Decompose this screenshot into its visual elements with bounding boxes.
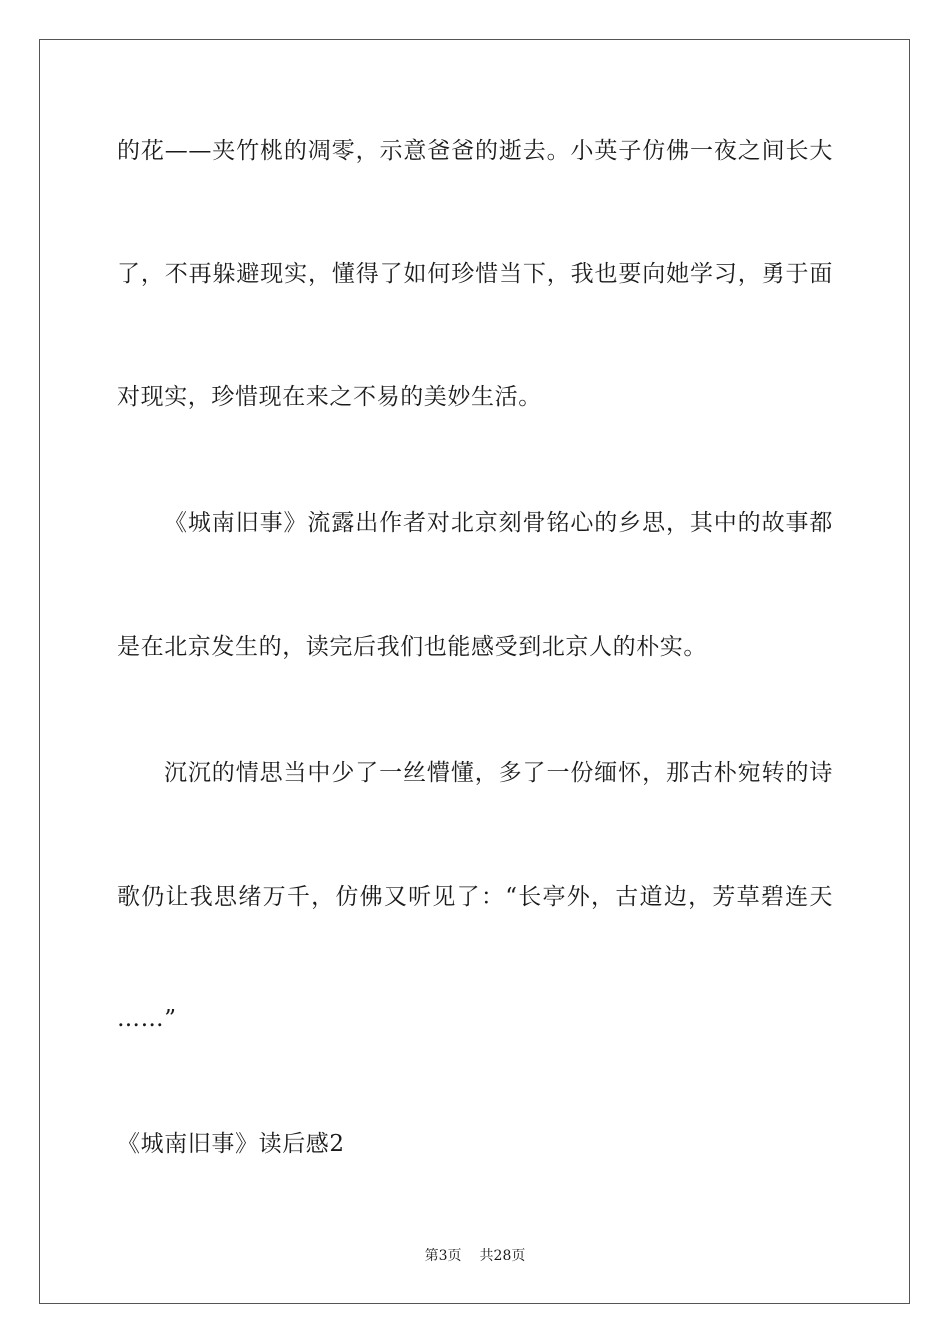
section-heading: 《城南旧事》读后感2 [117, 1131, 345, 1157]
paragraph-1-line-2: 了，不再躲避现实，懂得了如何珍惜当下，我也要向她学习，勇于面 [117, 261, 833, 287]
paragraph-3-line-3: ……” [117, 1006, 177, 1032]
paragraph-3-line-1: 沉沉的情思当中少了一丝懵懂，多了一份缅怀，那古朴宛转的诗 [164, 760, 833, 786]
paragraph-2-line-2: 是在北京发生的，读完后我们也能感受到北京人的朴实。 [117, 634, 707, 660]
paragraph-3-line-2: 歌仍让我思绪万千，仿佛又听见了：“长亭外，古道边，芳草碧连天 [117, 884, 833, 910]
paragraph-1-line-1: 的花——夹竹桃的凋零，示意爸爸的逝去。小英子仿佛一夜之间长大 [117, 138, 833, 164]
total-pages-label: 共28页 [479, 1248, 526, 1264]
paragraph-1-line-3: 对现实，珍惜现在来之不易的美妙生活。 [117, 384, 542, 410]
paragraph-2-line-1: 《城南旧事》流露出作者对北京刻骨铭心的乡思，其中的故事都 [164, 510, 833, 536]
page-border [39, 39, 910, 1304]
page-footer [0, 1247, 950, 1265]
current-page-label: 第3页 [424, 1248, 462, 1264]
